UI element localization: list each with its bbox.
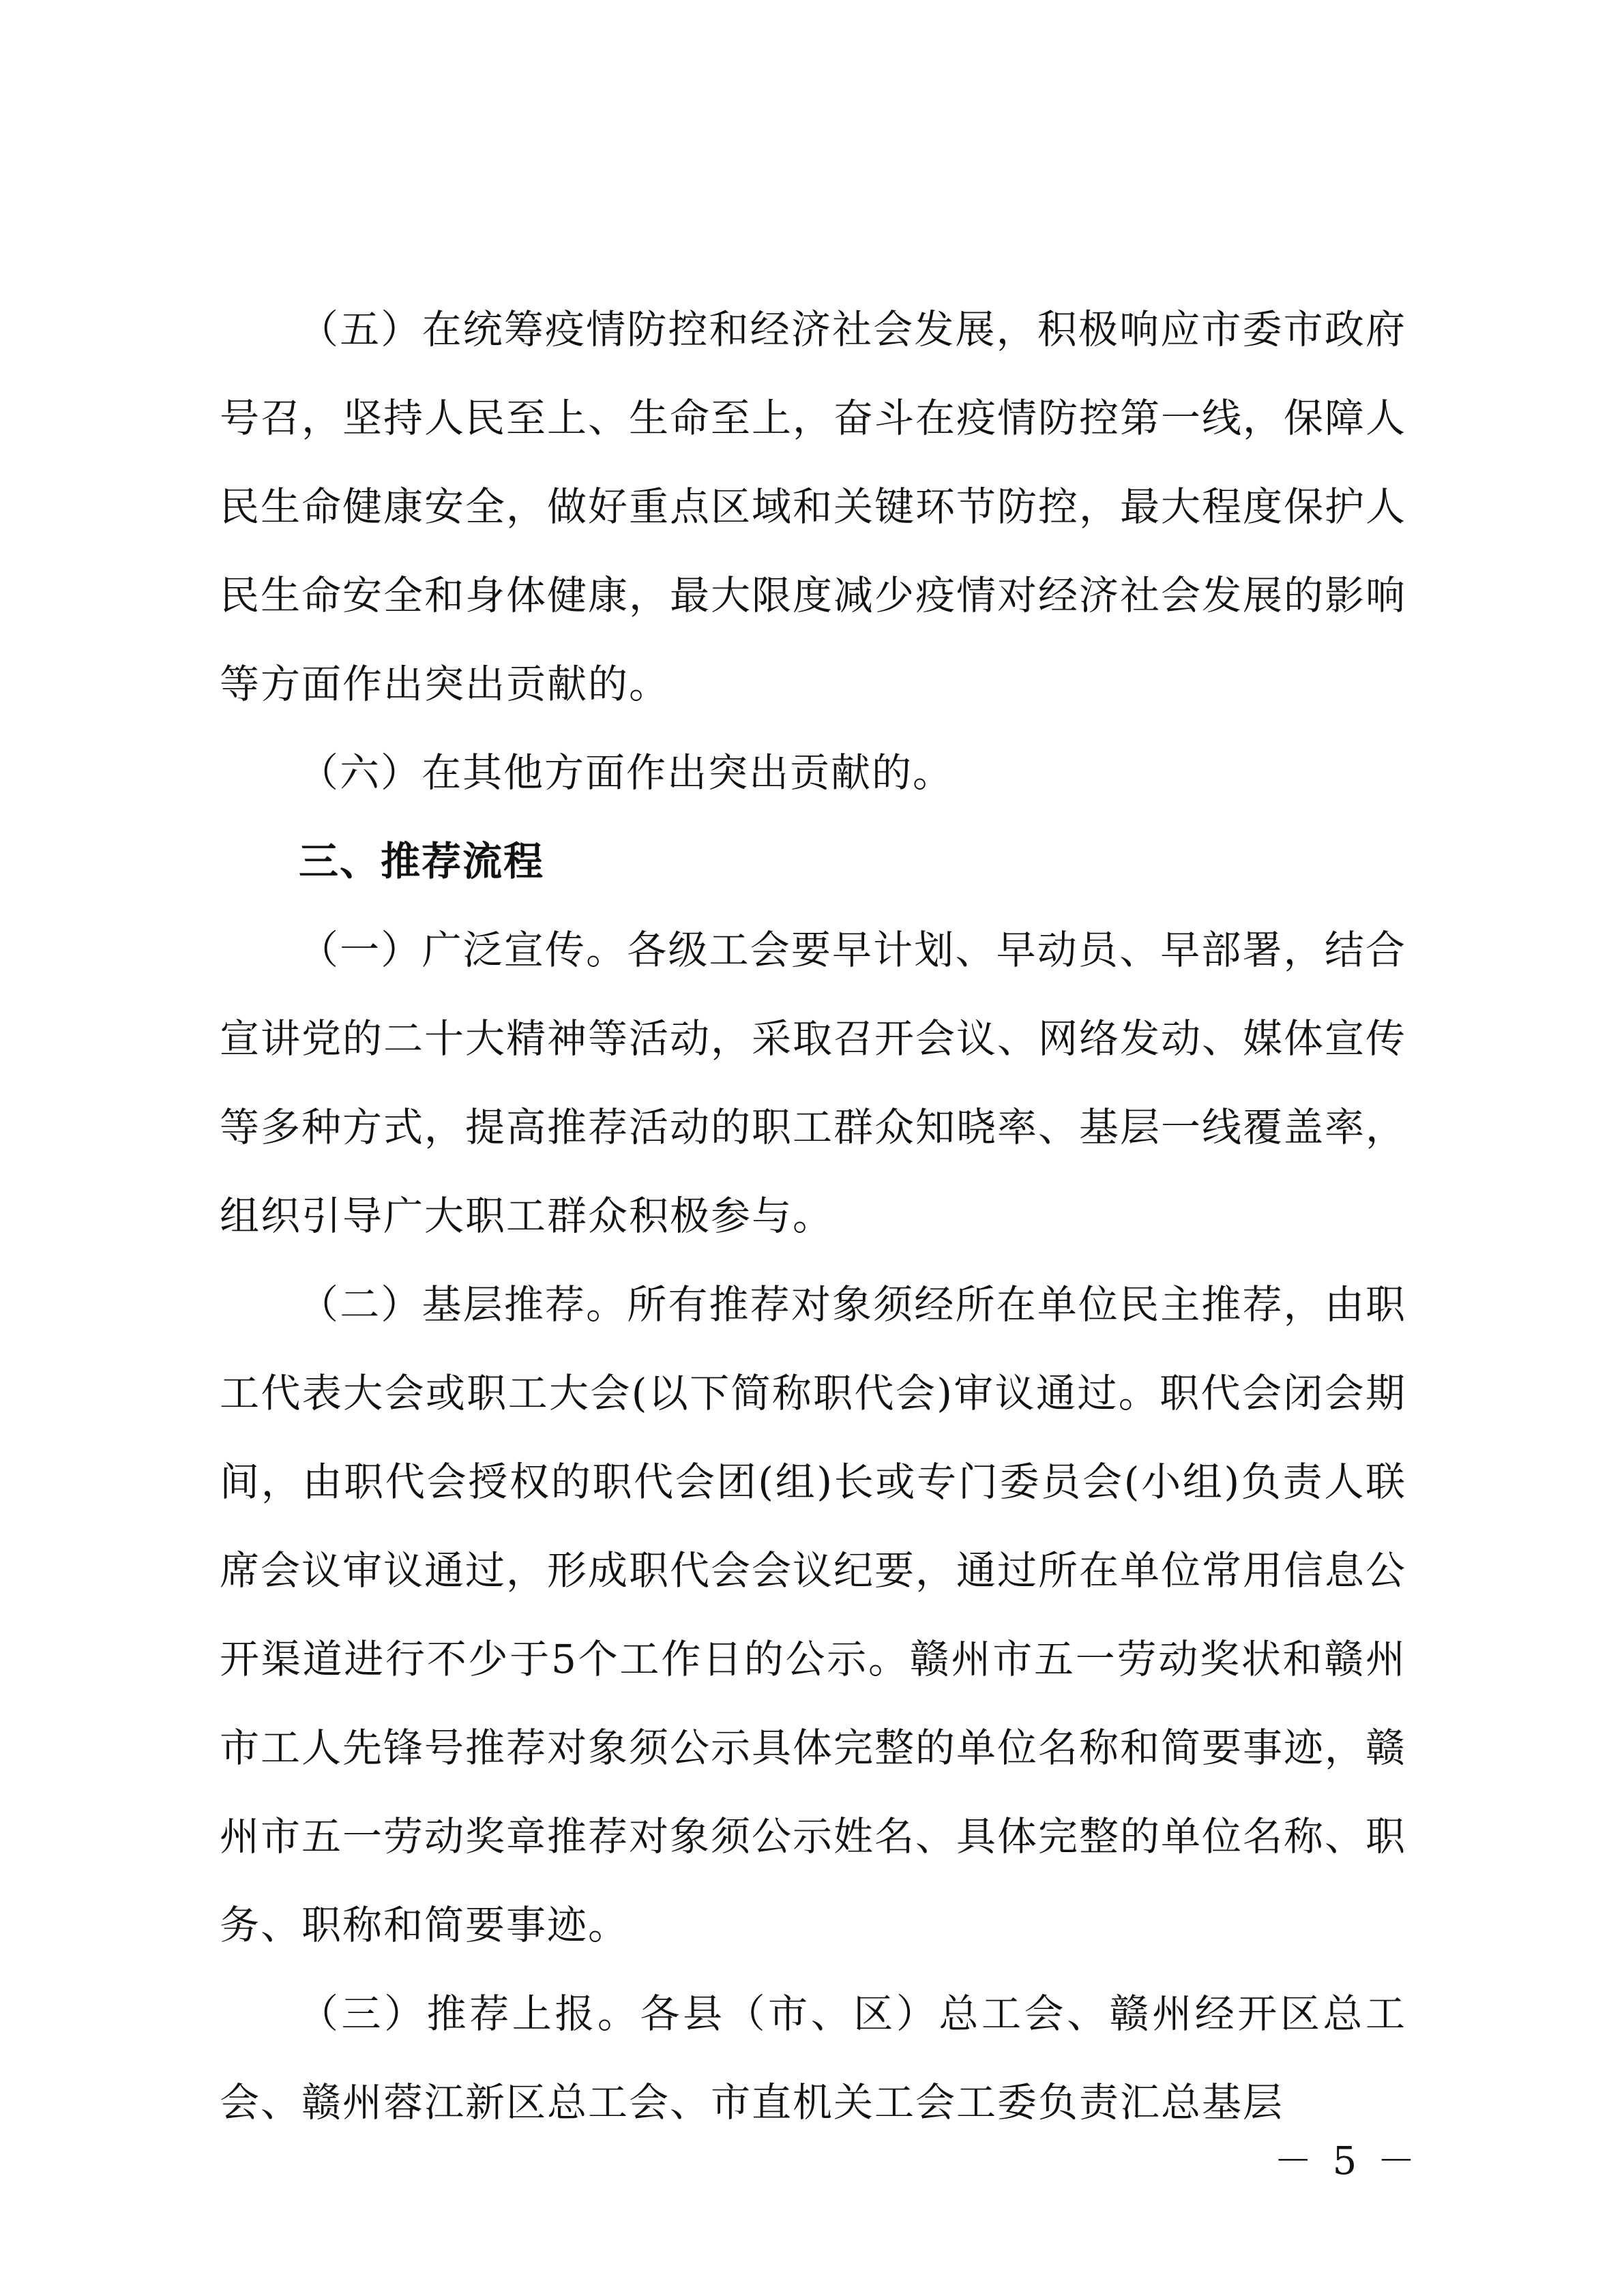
- document-body: [220, 285, 1406, 2147]
- paragraph-recommendation-submission: （三）推荐上报。各县（市、区）总工会、赣州经开区总工会、赣州蓉江新区总工会、市直机关工会工委负责汇总基层: [220, 1991, 1406, 2126]
- paragraph-grassroots-recommendation: （二）基层推荐。所有推荐对象须经所在单位民主推荐，由职工代表大会或职工大会(以下简称职代会)审议通过。职代会闭会期间，由职代会授权的职代会团(组)长或专门委员会(小组)负责人联席会议审议通过，形成职代会会议纪要，通过所在单位常用信息公开渠道进行不少于5个工作日的公示。赣州市五一劳动奖状和赣州市工人先锋号推荐对象须公示具体完整的单位名称和简要事迹，赣州市五一劳动奖章推荐对象须公示姓名、具体完整的单位名称、职务、职称和简要事迹。: [220, 1281, 1407, 1948]
- section-heading-recommendation-process: 三、推荐流程: [299, 838, 545, 884]
- paragraph-other-contribution: （六）在其他方面作出突出贡献的。: [299, 749, 954, 796]
- paragraph-covid-contribution: （五）在统筹疫情防控和经济社会发展，积极响应市委市政府号召，坚持人民至上、生命至上，奋斗在疫情防控第一线，保障人民生命健康安全，做好重点区域和关键环节防控，最大程度保护人民生命安全和身体健康，最大限度减少疫情对经济社会发展的影响等方面作出突出贡献的。: [220, 306, 1407, 707]
- page-number: － 5 －: [1273, 2139, 1419, 2183]
- paragraph-publicity: （一）广泛宣传。各级工会要早计划、早动员、早部署，结合宣讲党的二十大精神等活动，采取召开会议、网络发动、媒体宣传等多种方式，提高推荐活动的职工群众知晓率、基层一线覆盖率，组织引导广大职工群众积极参与。: [220, 927, 1407, 1239]
